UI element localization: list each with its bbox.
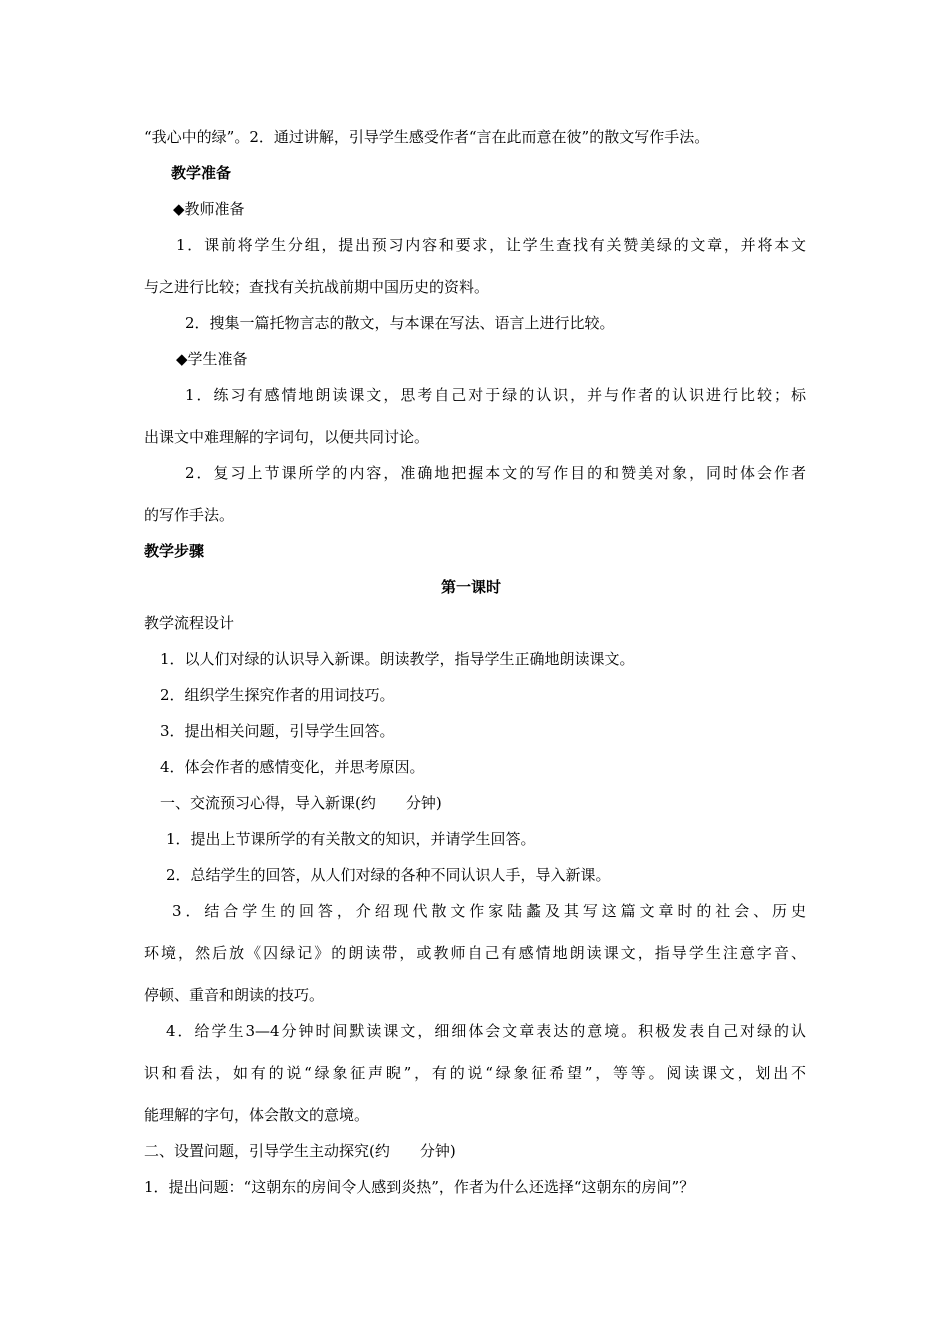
part-one-item-3-cont-1: 环境，然后放《囚绿记》的朗读带，或教师自己有感情地朗读课文，指导学生注意字音、 (144, 944, 806, 962)
lesson-title: 第一课时 (441, 578, 502, 596)
part-one-item-4-cont-1: 识和看法，如有的说“绿象征声睨”，有的说“绿象征希望”，等等。阅读课文，划出不 (144, 1064, 806, 1082)
part-two-item-1: 1．提出问题：“这朝东的房间令人感到炎热”，作者为什么还选择“这朝东的房间”？ (144, 1178, 695, 1196)
section-heading-steps: 教学步骤 (144, 542, 205, 560)
student-prep-item-1: 1．练习有感情地朗读课文，思考自己对于绿的认识，并与作者的认识进行比较；标 (185, 386, 806, 404)
flow-design-heading: 教学流程设计 (144, 614, 235, 632)
flow-item-3: 3．提出相关问题，引导学生回答。 (160, 722, 395, 740)
student-prep-item-2: 2．复习上节课所学的内容，准确地把握本文的写作目的和赞美对象，同时体会作者 (185, 464, 806, 482)
teacher-prep-item-1: 1．课前将学生分组，提出预习内容和要求，让学生查找有关赞美绿的文章，并将本文 (176, 236, 806, 254)
teacher-prep-item-2: 2．搜集一篇托物言志的散文，与本课在写法、语言上进行比较。 (185, 314, 615, 332)
section-heading-preparation: 教学准备 (171, 164, 232, 182)
student-prep-item-2-cont: 的写作手法。 (144, 506, 235, 524)
flow-item-2: 2．组织学生探究作者的用词技巧。 (160, 686, 395, 704)
part-one-item-4-cont-2: 能理解的字句，体会散文的意境。 (144, 1106, 370, 1124)
part-one-item-2: 2．总结学生的回答，从人们对绿的各种不同认识人手，导入新课。 (166, 866, 611, 884)
part-one-item-1: 1．提出上节课所学的有关散文的知识，并请学生回答。 (166, 830, 536, 848)
part-one-heading: 一、交流预习心得，导入新课(约 分钟) (160, 794, 442, 812)
part-one-item-3: 3．结合学生的回答，介绍现代散文作家陆蠡及其写这篇文章时的社会、历史 (172, 902, 806, 920)
flow-item-4: 4．体会作者的感情变化，并思考原因。 (160, 758, 425, 776)
part-one-item-4: 4．给学生3—4分钟时间默读课文，细细体会文章表达的意境。积极发表自己对绿的认 (166, 1022, 806, 1040)
student-prep-item-1-cont: 出课文中难理解的字词句，以便共同讨论。 (144, 428, 430, 446)
subheading-student-preparation: ◆学生准备 (176, 350, 248, 368)
subheading-teacher-preparation: ◆教师准备 (173, 200, 245, 218)
part-two-heading: 二、设置问题，引导学生主动探究(约 分钟) (144, 1142, 456, 1160)
objective-line-2: “我心中的绿”。2．通过讲解，引导学生感受作者“言在此而意在彼”的散文写作手法。 (144, 128, 710, 146)
part-one-item-3-cont-2: 停顿、重音和朗读的技巧。 (144, 986, 325, 1004)
flow-item-1: 1．以人们对绿的认识导入新课。朗读教学，指导学生正确地朗读课文。 (160, 650, 635, 668)
teacher-prep-item-1-cont: 与之进行比较；查找有关抗战前期中国历史的资料。 (144, 278, 490, 296)
